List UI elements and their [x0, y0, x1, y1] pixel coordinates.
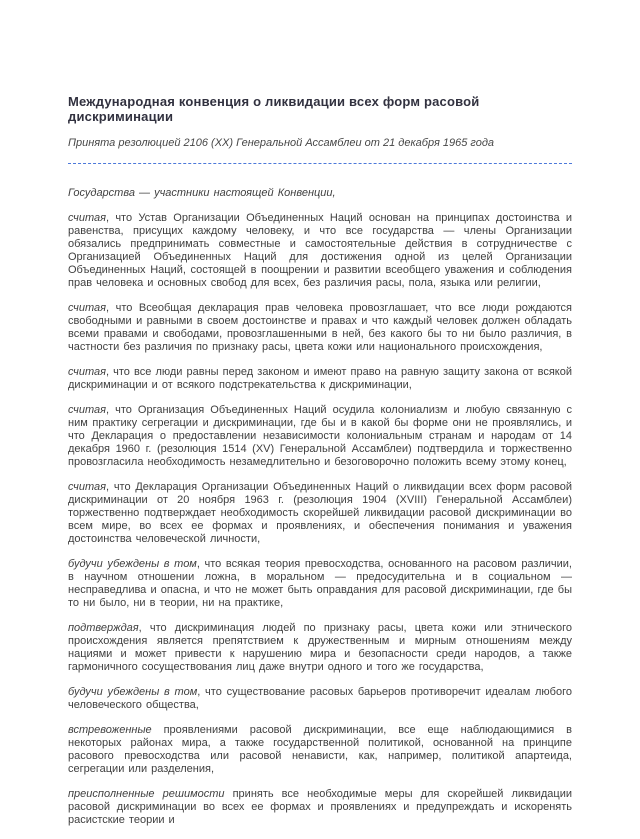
paragraph-lead: преисполненные решимости: [68, 788, 225, 800]
document-paragraph: [68, 366, 572, 392]
paragraph-lead: встревоженные: [68, 724, 152, 736]
paragraph-text: , что Организация Объединенных Наций осудила колониализм и любую связанную с ним практику сегрегации и дискриминации, где бы и в какой бы форме они не проявлялись, и что Декларация о предоставлении независимости колониальным странам и народам от 14 декабря 1960 г. (резолюция 1514 (XV) Генеральной Ассамблеи) подтвердила и торжественно провозгласила необходимость незамедлительно и безоговорочно положить всему этому конец,: [68, 404, 572, 468]
paragraph-text: принять все необходимые меры для скорейшей ликвидации расовой дискриминации во всех ее формах и проявлениях и предупреждать и искоренять расистские теории и: [68, 788, 573, 826]
paragraph-lead: Государства — участники настоящей Конвенции,: [68, 187, 336, 199]
paragraph-text: , что все люди равны перед законом и имеют право на равную защиту закона от всякой дискриминации и от всякого подстрекательства к дискриминации,: [68, 366, 572, 391]
paragraph-text: , что дискриминация людей по признаку расы, цвета кожи или этнического происхождения является препятствием к дружественным и мирным отношениям между нациями и может привести к нарушению мира и безопасности среди народов, а также гармоничного сосуществования лиц даже внутри одного и того же государства,: [68, 622, 572, 673]
paragraph-lead: считая: [68, 366, 106, 378]
document-paragraph: [68, 686, 572, 712]
document-paragraph: [68, 622, 572, 674]
paragraph-text: , что всякая теория превосходства, основанного на расовом различии, в научном отношении ложна, в моральном — предосудительна и в социальном — несправедлива и опасна, и что не может быть оправдания для расовой дискриминации, где бы то ни было, ни в теории, ни на практике,: [68, 558, 572, 609]
paragraph-lead: подтверждая: [68, 622, 139, 634]
paragraph-lead: считая: [68, 404, 106, 416]
paragraph-lead: считая: [68, 481, 106, 493]
document-paragraph: [68, 724, 572, 776]
document-paragraph: [68, 302, 572, 354]
document-paragraph: [68, 212, 572, 290]
paragraph-text: , что Всеобщая декларация прав человека провозглашает, что все люди рождаются свободными и равными в своем достоинстве и правах и что каждый человек должен обладать всеми правами и свободами, провозглашенными в ней, без какого бы то ни было различия, в частности без различия по признаку расы, цвета кожи или национального происхождения,: [68, 302, 572, 353]
document-title: Международная конвенция о ликвидации всех форм расовой дискриминации: [68, 94, 480, 124]
document-content: [68, 94, 572, 839]
paragraph-lead: будучи убеждены в том: [68, 558, 197, 570]
paragraph-lead: считая: [68, 302, 106, 314]
paragraph-text: , что существование расовых барьеров противоречит идеалам любого человеческого общества,: [68, 686, 572, 711]
paragraph-text: , что Декларация Организации Объединенных Наций о ликвидации всех форм расовой дискриминации от 20 ноября 1963 г. (резолюция 1904 (XVIII) Генеральной Ассамблеи) торжественно подтверждает необходимость скорейшей ликвидации расовой дискриминации во всем мире, во всех ее формах и проявлениях, и обеспечения понимания и уважения достоинства человеческой личности,: [68, 481, 572, 545]
document-paragraph: [68, 788, 572, 827]
paragraph-lead: считая: [68, 212, 106, 224]
document-paragraph: [68, 404, 572, 469]
paragraph-text: проявлениями расовой дискриминации, все еще наблюдающимися в некоторых районах мира, а также государственной политикой, основанной на принципе расового превосходства или расовой ненависти, как, например, политикой апартеида, сегрегации или разделения,: [68, 724, 572, 775]
document-subtitle: Принята резолюцией 2106 (XX) Генеральной Ассамблеи от 21 декабря 1965 года: [68, 137, 495, 149]
document-paragraph: [68, 558, 572, 610]
document-paragraph: [68, 481, 572, 546]
paragraph-lead: будучи убеждены в том: [68, 686, 198, 698]
dashed-separator: [68, 163, 572, 164]
paragraph-text: , что Устав Организации Объединенных Наций основан на принципах достоинства и равенства, присущих каждому человеку, и что все государства — члены Организации обязались предпринимать совместные и самостоятельные действия в сотрудничестве с Организацией Объединенных Наций для достижения одной из целей Организации Объединенных Наций, состоящей в поощрении и развитии всеобщего уважения и соблюдения прав человека и основных свобод для всех, без различия расы, пола, языка или религии,: [68, 212, 572, 289]
document-paragraph: [68, 187, 572, 200]
